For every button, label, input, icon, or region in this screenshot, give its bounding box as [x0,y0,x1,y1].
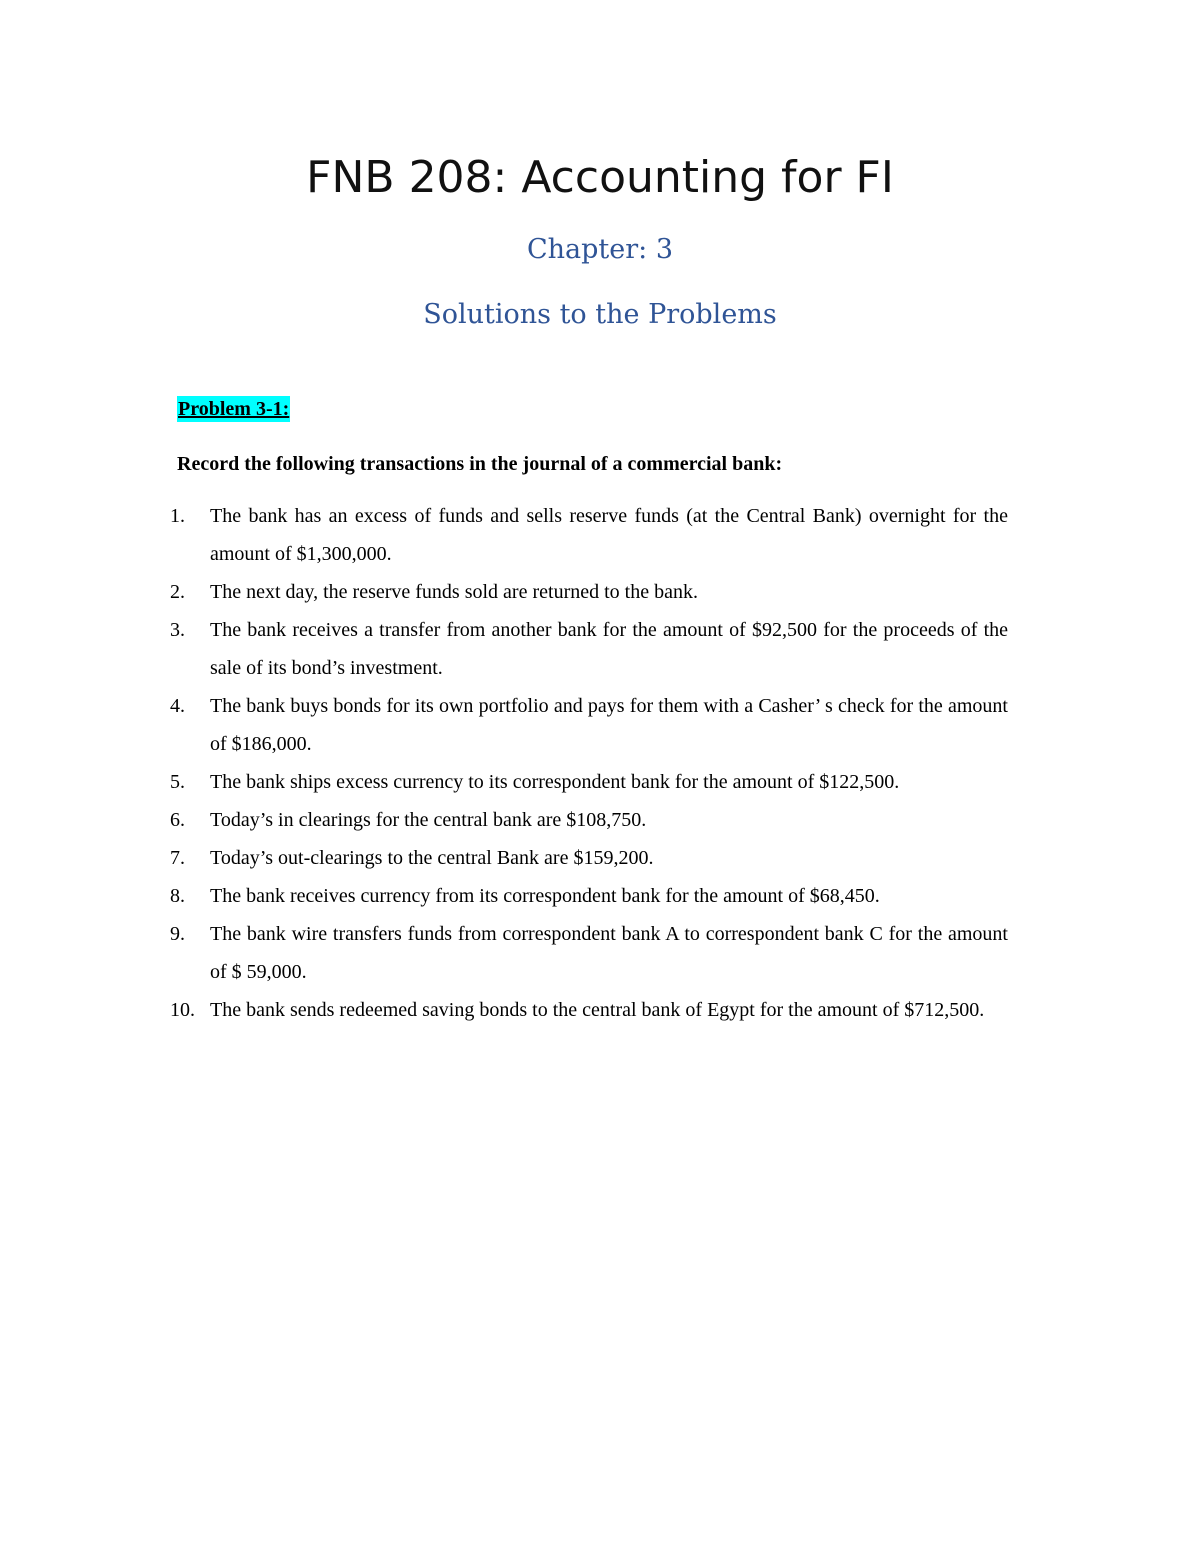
list-item-text: The bank sends redeemed saving bonds to the central bank of Egypt for the amount of $712,500. [210,999,985,1021]
list-item [170,611,1008,687]
list-item-text: The bank wire transfers funds from correspondent bank A to correspondent bank C for the amount of $ 59,000. [210,923,1008,983]
list-item-text: The bank receives currency from its correspondent bank for the amount of $68,450. [210,885,880,907]
list-item-number: 6. [170,809,185,831]
list-item [170,573,1008,611]
list-item-text: The bank has an excess of funds and sells reserve funds (at the Central Bank) overnight for the amount of $1,300,000. [210,505,1008,565]
list-item [170,915,1008,991]
problem-instruction: Record the following transactions in the journal of a commercial bank: [177,453,783,475]
list-item [170,877,1008,915]
list-item-number: 10. [170,999,195,1021]
document-title: FNB 208: Accounting for FI [306,152,894,203]
list-item-number: 2. [170,581,185,603]
list-item-text: The bank buys bonds for its own portfolio and pays for them with a Casher’ s check for the amount of $186,000. [210,695,1008,755]
list-item-number: 5. [170,771,185,793]
list-item-text: Today’s out-clearings to the central Bank are $159,200. [210,847,654,869]
problem-label: Problem 3-1: [178,398,290,420]
transaction-list [170,497,1008,1029]
list-item [170,687,1008,763]
list-item-text: The bank ships excess currency to its correspondent bank for the amount of $122,500. [210,771,900,793]
list-item [170,991,1008,1029]
list-item [170,763,1008,801]
list-item [170,801,1008,839]
list-item-number: 8. [170,885,185,907]
list-item-number: 3. [170,619,185,641]
section-heading: Solutions to the Problems [423,299,777,330]
list-item-text: Today’s in clearings for the central bank are $108,750. [210,809,647,831]
list-item-number: 7. [170,847,185,869]
list-item [170,497,1008,573]
chapter-heading: Chapter: 3 [526,234,674,265]
list-item-text: The bank receives a transfer from another bank for the amount of $92,500 for the proceeds of the sale of its bond’s investment. [210,619,1008,679]
list-item-text: The next day, the reserve funds sold are returned to the bank. [210,581,698,603]
list-item-number: 9. [170,923,185,945]
list-item [170,839,1008,877]
list-item-number: 4. [170,695,185,717]
list-item-number: 1. [170,505,185,527]
